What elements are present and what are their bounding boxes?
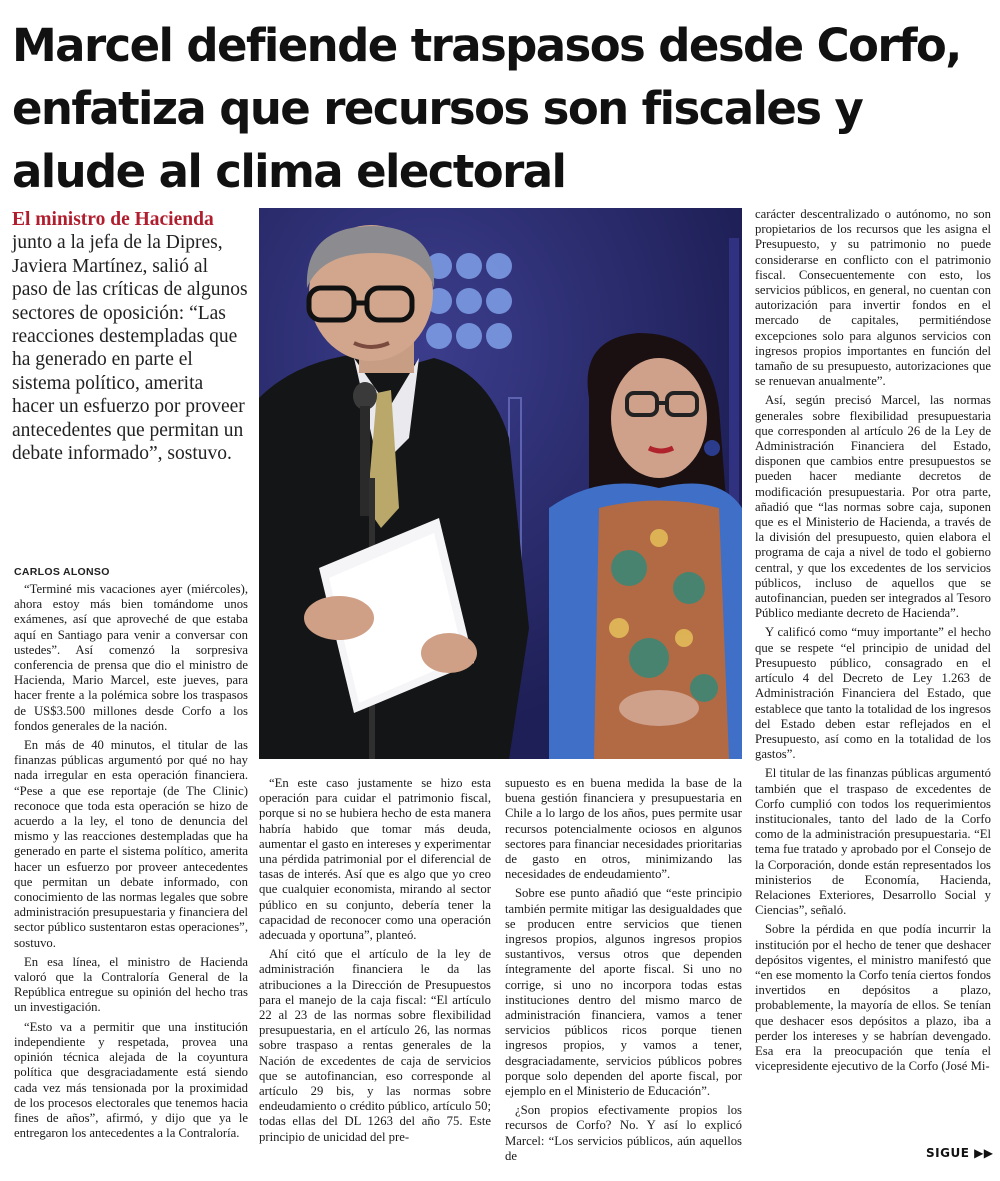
- byline: CARLOS ALONSO: [14, 566, 110, 578]
- article-paragraph: En más de 40 minutos, el titular de las finanzas públicas argumentó por qué no hay nada irregular en esta operación financiera. “Pese a que ese reportaje (de The Clinic) reconoce que toda esta operación se hizo de acuerdo a la ley, el tono de denuncia del mismo y las reacciones destempladas que ha generado en parte el sistema político, amerita hacer un esfuerzo por proveer antecedentes que permitan un debate informado, con conocimiento de las normas legales que sobre administración presupuestaria y financiera del sector público sustentaron estas operaciones”, sostuvo.: [14, 738, 248, 950]
- press-conference-photo: [259, 208, 742, 759]
- article-paragraph: “En este caso justamente se hizo esta operación para cuidar el patrimonio fiscal, porque si no se hubiera hecho de esta manera habría habido que tomar más deuda, aumentar el gasto en intereses y experimentar una pérdida patrimonial por el diferencial de tasas de interés. Así que es algo que yo creo que cualquier economista, mirando al sector público en su conjunto, debería tener la capacidad de reconocer como una operación adecuada y oportuna”, planteó.: [259, 776, 491, 943]
- article-paragraph: El titular de las finanzas públicas argumentó también que el traspaso de excedentes de Corfo cumplió con todos los requerimientos institucionales, tanto del lado de la Corfo como de la administración presupuestaria. “El tema fue tratado y aprobado por el Consejo de la Corporación, donde están representados los ministerios de Economía, Hacienda, Relaciones Exteriores, Desarrollo Social y Ciencias”, señaló.: [755, 766, 991, 918]
- backdrop-dots-icon: [426, 253, 512, 349]
- continue-label: SIGUE ▶▶: [926, 1146, 994, 1160]
- article-paragraph: carácter descentralizado o autónomo, no son propietarios de los recursos que les asigna el Presupuesto, y su patrimonio no puede considerarse en conflicto con el patrimonio fiscal. Consecuentemente con esto, los servicios públicos, en general, no cuentan con autorización para invertir fondos en el mercado de capitales, permitiéndose excepciones solo para algunos servicios con ingresos propios importantes en función del tamaño de su presupuesto, autorizaciones que se renuevan anualmente”.: [755, 207, 991, 389]
- article-paragraph: “Esto va a permitir que una institución independiente y respetada, provea una opinión técnica alejada de la coyuntura política que desgraciadamente está siendo cada vez más tensionada por la proximidad de los procesos electorales que tenemos hacia fines de años”, afirmó, y dijo que ya le entregaron los antecedentes a la Contraloría.: [14, 1019, 248, 1141]
- article-column-2: [259, 776, 491, 1149]
- article-paragraph: supuesto es en buena medida la base de la buena gestión financiera y presupuestaria en Chile a lo largo de los años, pues permite usar recursos potencialmente ociosos en algunos sectores para financiar necesidades prioritarias de gasto en otros, minimizando las necesidades de endeudamiento”.: [505, 776, 742, 882]
- article-paragraph: “Terminé mis vacaciones ayer (miércoles), ahora estoy más bien tomándome unos exámenes, así que aproveché de que estaba aquí en Santiago para venir a conversar con ustedes”. Así comenzó la sorpresiva conferencia de prensa que dio el ministro de Hacienda, Mario Marcel, este jueves, para hacer frente a la polémica sobre los traspasos de US$3.500 millones desde Corfo a los fondos generales de la nación.: [14, 582, 248, 733]
- article-column-3: [505, 776, 742, 1168]
- lead-paragraph: [12, 208, 248, 465]
- headline: Marcel defiende traspasos desde Corfo, enfatiza que recursos son fiscales y alude al clima electoral: [12, 19, 961, 198]
- article-paragraph: Ahí citó que el artículo de la ley de administración financiera le da las atribuciones a la Dirección de Presupuestos para el manejo de la caja fiscal: “El artículo 22 al 23 de las normas sobre flexibilidad presupuestaria, en el artículo 26, las normas sobre traspaso a rentas generales de la Nación de excedentes de caja de servicios que se autofinancian, eso corresponde al artículo 29 bis, y las normas sobre endeudamiento o crédito público, artículo 50; todas ellas del DL 1263 del año 75. Este principio de unicidad del pre-: [259, 947, 491, 1144]
- article-column-4: [755, 207, 991, 1078]
- article-paragraph: Sobre ese punto añadió que “este principio también permite mitigar las desigualdades que se producen entre servicios que tienen ingresos propios, algunos ingresos propios sustantivos, versus otros que dependen íntegramente del aporte fiscal. Si uno no corrige, si uno no incorpora todas estas instituciones dentro del mismo marco de administración financiera, vamos a tener servicios públicos ricos porque tienen ingresos propios, y vamos a tener, desgraciadamente, servicios públicos pobres porque solo dependen del aporte fiscal, por ejemplo en el Ministerio de Educación”.: [505, 886, 742, 1099]
- article-paragraph: Así, según precisó Marcel, las normas generales sobre flexibilidad presupuestaria que corresponden al artículo 26 de la Ley de Administración Financiera del Estado, disponen que cambios entre presupuestos se pueden hacer mediante decretos de modificación presupuestaria. Por otra parte, añadió que “las normas sobre caja, suponen que es el Ministerio de Hacienda, a través de la división del presupuesto, quien elabora el programa de caja a nivel de todo el gobierno central, y que los excedentes de los servicios públicos, incluso de aquellos que se autofinancian, pueden ser integrados al Tesoro Público mediante decreto de Hacienda”.: [755, 393, 991, 621]
- article-column-1: [14, 582, 248, 1145]
- photo-illustration: [259, 208, 742, 759]
- article-paragraph: ¿Son propios efectivamente propios los recursos de Corfo? No. Y así lo explicó Marcel: “Los servicios públicos, aún aquellos de: [505, 1103, 742, 1163]
- article-paragraph: Sobre la pérdida en que podía incurrir la institución por el hecho de tener que deshacer depósitos vigentes, el ministro manifestó que “en ese momento la Corfo tenía ciertos fondos invertidos en depósitos a plazo, probablemente, la mayoría de ellos. Se tenían que deshacer esos depósitos a plazo, iba a perder los intereses y se habrían devengado. Esa era la preocupación que tenía el vicepresidente ejecutivo de la Corfo (José Mi-: [755, 922, 991, 1074]
- article-paragraph: En esa línea, el ministro de Hacienda valoró que la Contraloría General de la República entregue su opinión del hecho tras un investigación.: [14, 954, 248, 1015]
- lead-text: junto a la jefa de la Dipres, Javiera Martínez, salió al paso de las críticas de algunos sectores de oposición: “Las reacciones destempladas que ha generado en parte el sistema político, amerita hacer un esfuerzo por proveer antecedentes que permitan un debate informado”, sostuvo.: [12, 232, 248, 465]
- lead-highlight: El ministro de Hacienda: [12, 209, 214, 230]
- article-paragraph: Y calificó como “muy importante” el hecho que se respete “el principio de unidad del Presupuesto público, consagrado en el artículo 4 del Decreto de Ley 1.263 de Administración Financiera del Estado, que establece que tanto la totalidad de los ingresos del Estado deben estar reflejados en el Presupuesto, así como en la totalidad de los gastos”.: [755, 625, 991, 762]
